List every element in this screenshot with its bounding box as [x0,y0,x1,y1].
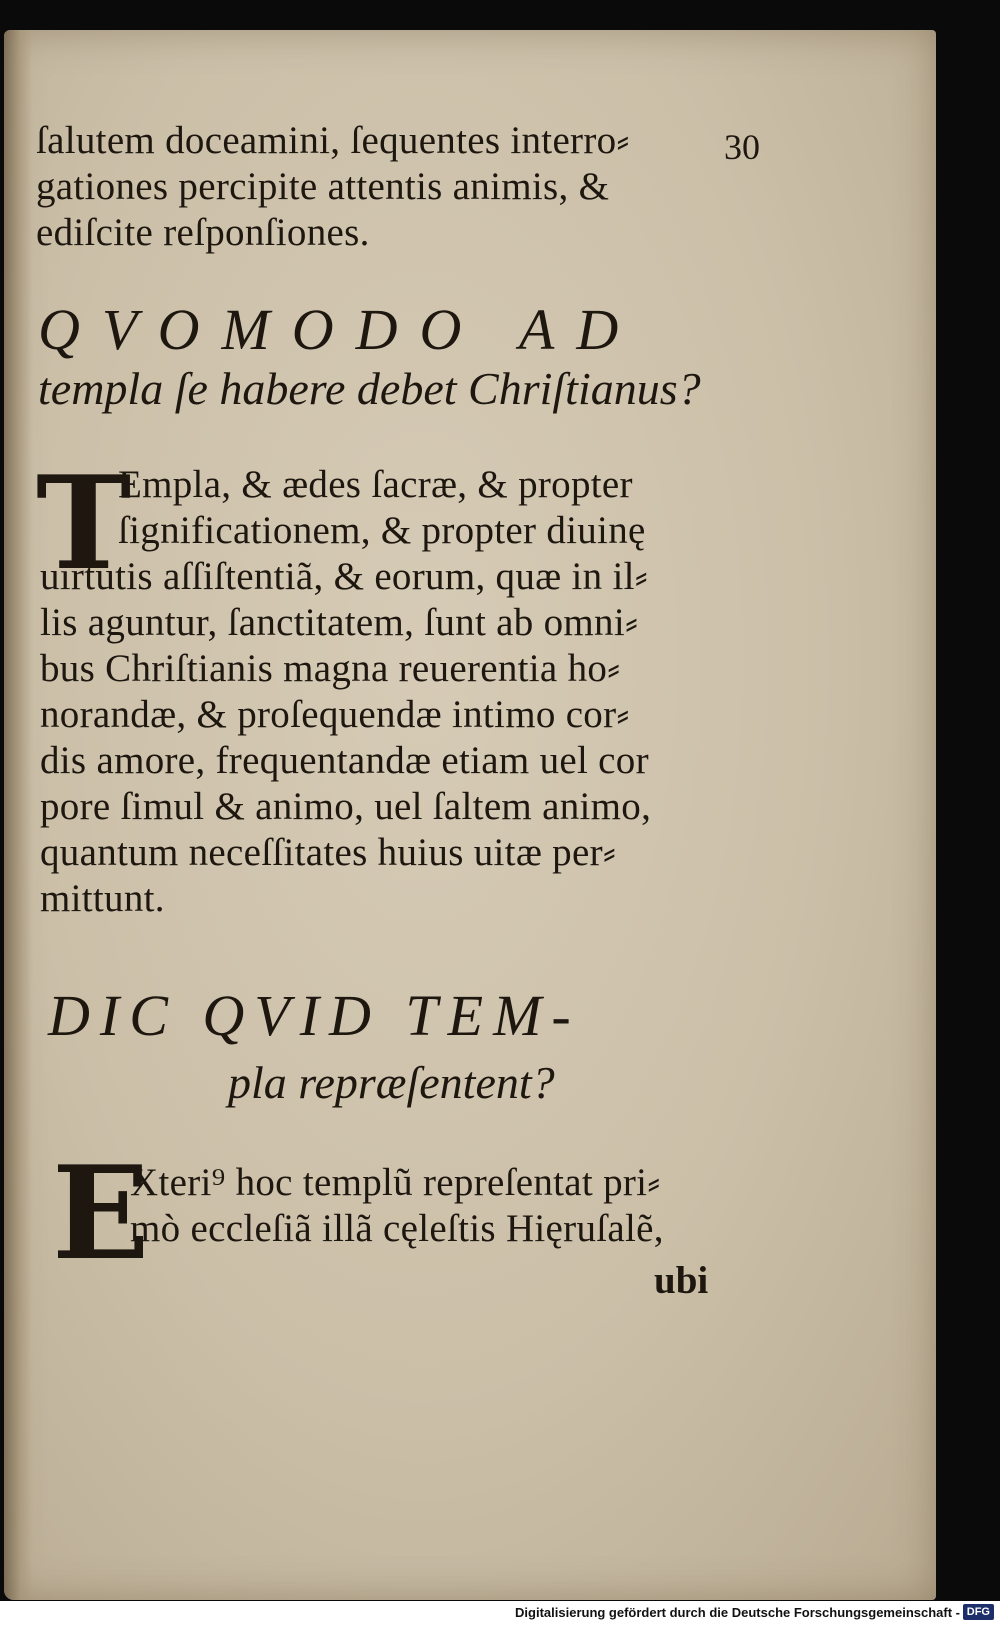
heading-1-italic: templa ſe habere debet Chriſtianus? [38,363,701,414]
para-1-line: quantum neceſſitates huius uitæ per⸗ [40,831,617,874]
dropcap-e: E [52,1139,150,1289]
para-2-line: mò eccleſiã illã cęleſtis Hięruſalẽ, [130,1207,664,1250]
catchword: ubi [654,1259,709,1302]
intro-line: ſalutem doceamini, ſequentes interro⸗ [36,119,630,162]
digitization-footer [0,1601,1000,1625]
folio-number: 30 [724,127,760,167]
para-1-line: pore ſimul & animo, uel ſaltem animo, [40,785,652,828]
para-1-line: lis aguntur, ſanctitatem, ſunt ab omni⸗ [40,601,639,644]
footer-credit: Digitalisierung gefördert durch die Deutsche Forschungsgemeinschaft - [515,1605,960,1620]
intro-line: gationes percipite attentis animis, & [36,165,610,208]
para-1-line: dis amore, frequentandæ etiam uel cor [40,739,649,782]
heading-2-italic: pla repræſentent? [228,1057,555,1108]
intro-line: ediſcite reſponſiones. [36,211,370,254]
para-1-line: mittunt. [40,877,165,920]
para-2-line: Xteri⁹ hoc templũ repreſentat pri⸗ [130,1161,661,1204]
para-1-line: Empla, & ædes ſacræ, & propter [118,463,633,506]
para-1-line: ſignificationem, & propter diuinę [118,509,646,552]
para-1-line: uirtutis aſſiſtentiã, & eorum, quæ in il⸗ [40,555,649,598]
para-1-line: norandæ, & proſequendæ intimo cor⸗ [40,693,630,736]
page-gutter-shadow [4,30,32,1600]
dropcap-t: T [36,449,132,599]
heading-2-caps: DIC QVID TEM- [48,983,581,1048]
para-1-line: bus Chriſtianis magna reuerentia ho⸗ [40,647,621,690]
heading-1-caps: QVOMODO AD [38,297,641,362]
dfg-logo: DFG [963,1604,994,1620]
